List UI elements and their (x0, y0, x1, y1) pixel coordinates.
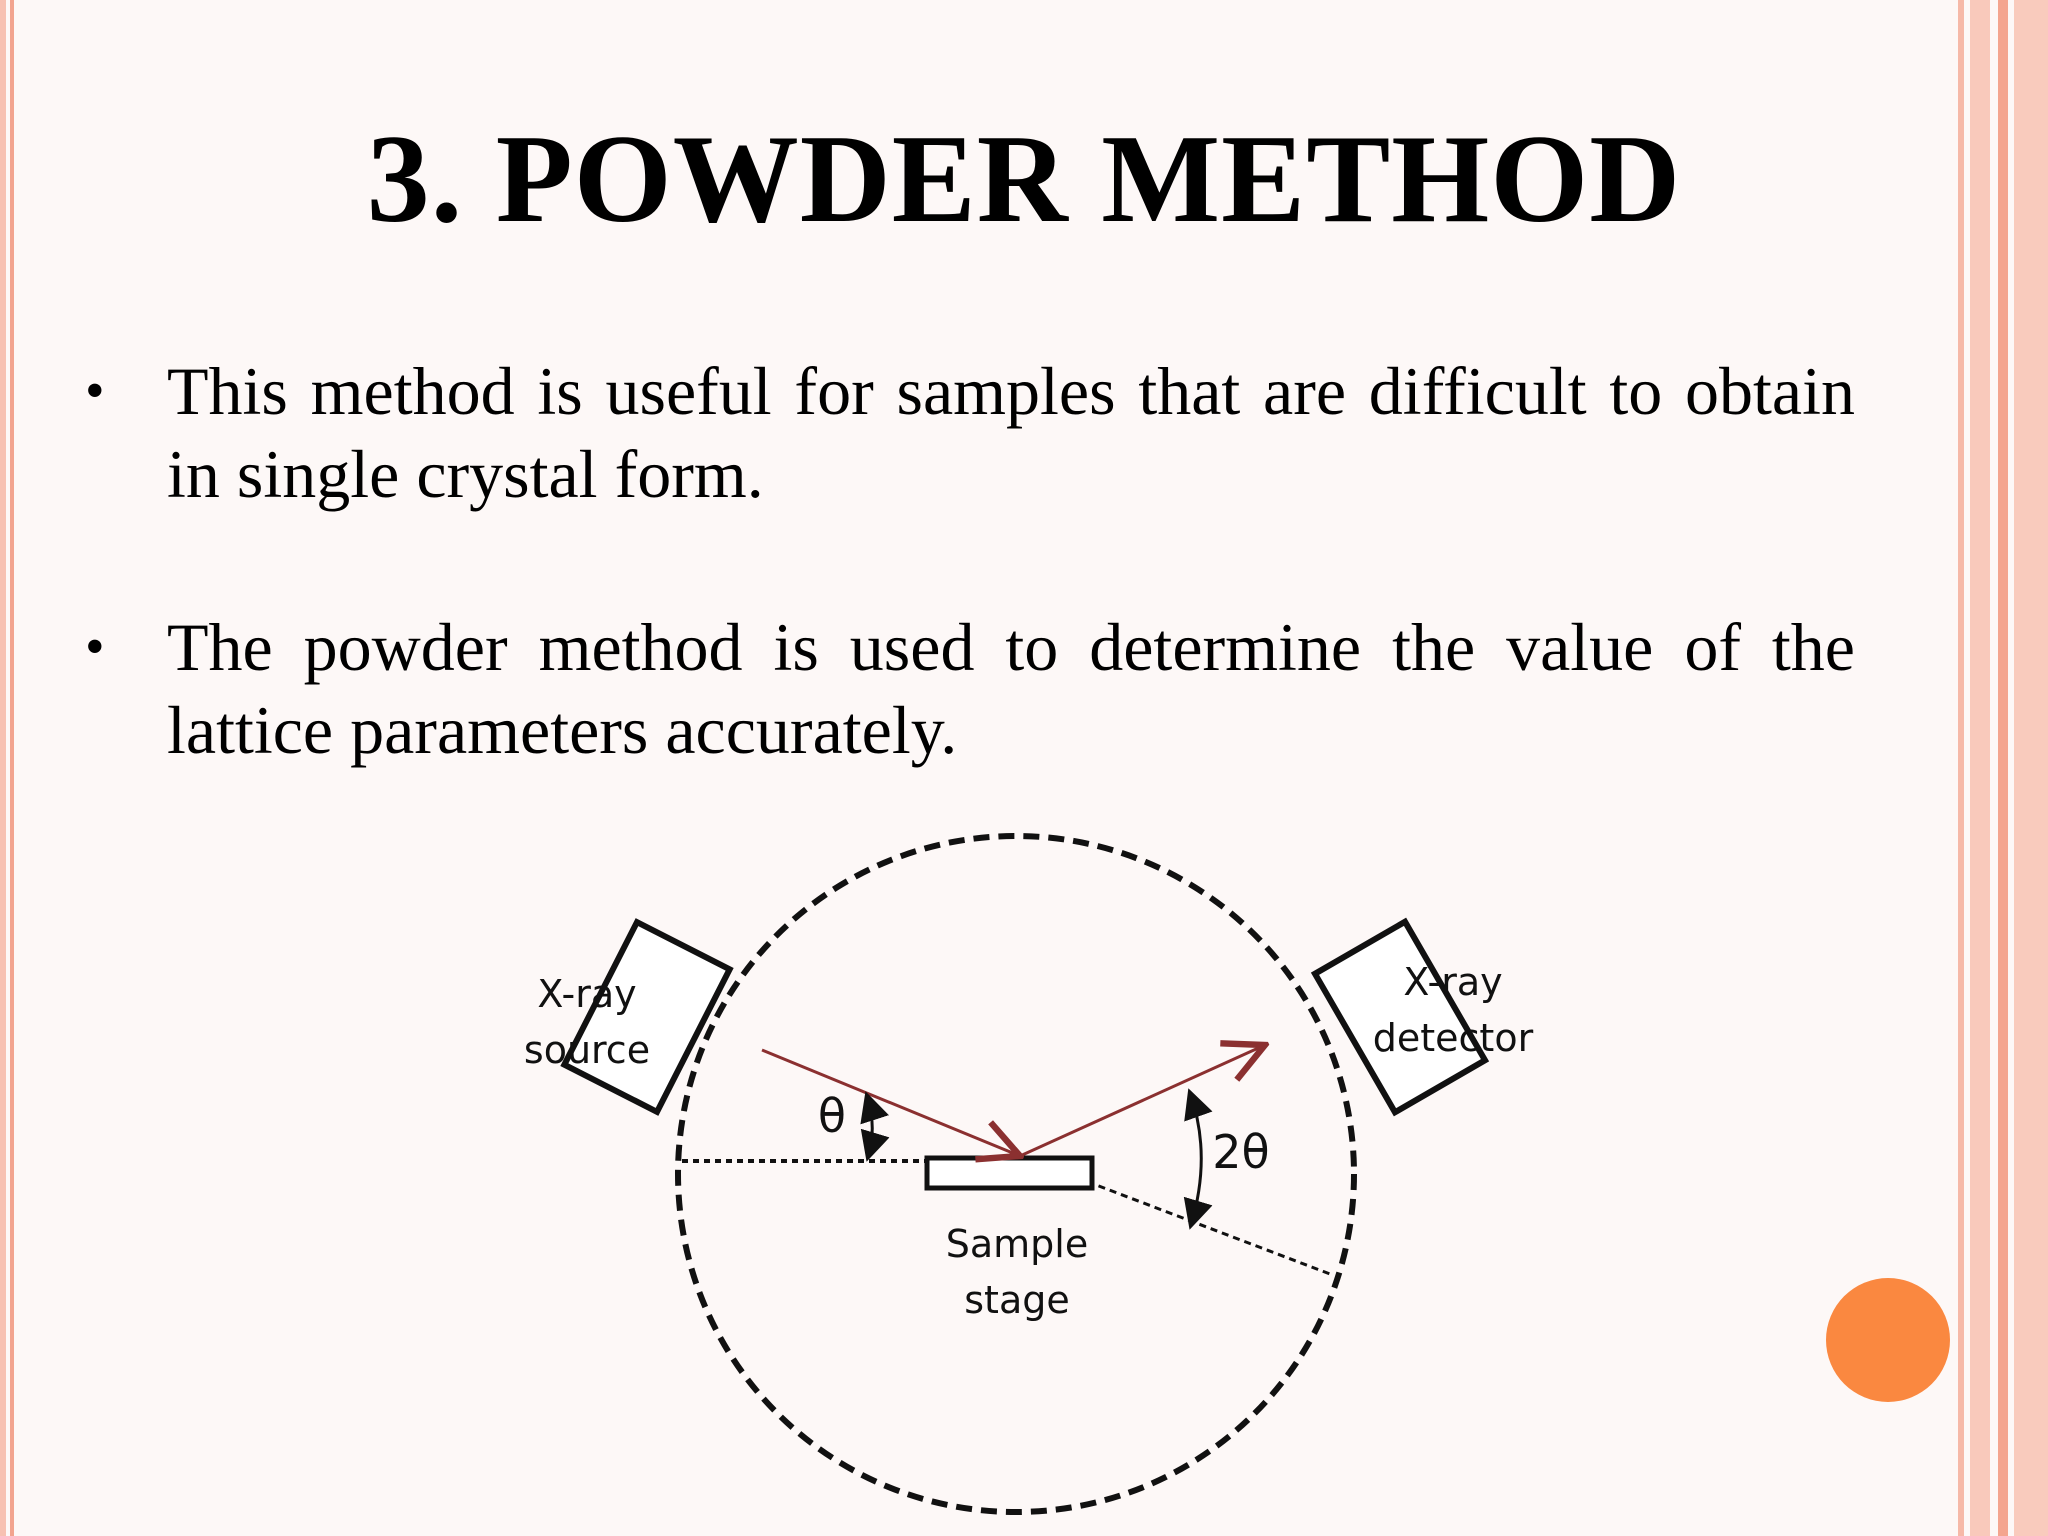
bullet-item (85, 350, 1855, 516)
detector-label-line1: X-ray (1403, 960, 1503, 1004)
detector-label-line2: detector (1372, 1016, 1534, 1060)
bullet-text: This method is useful for samples that are difficult to obtain in single crystal form. (167, 353, 1855, 512)
bullet-list (85, 350, 1855, 772)
two-theta-angle-arrow (1190, 1093, 1201, 1225)
accent-dot (1826, 1278, 1950, 1402)
theta-label: θ (817, 1089, 847, 1143)
bullet-text: The powder method is used to determine the value of the lattice parameters accurately. (167, 609, 1855, 768)
sample-label-line1: Sample (945, 1222, 1089, 1266)
source-label-line1: X-ray (537, 972, 637, 1016)
bullet-item (85, 606, 1855, 772)
theta-angle-arrow (867, 1096, 872, 1157)
incident-beam (762, 1050, 1020, 1156)
source-label-line2: source (523, 1028, 651, 1072)
slide-title: 3. POWDER METHOD (366, 110, 1682, 249)
two-theta-label: 2θ (1212, 1125, 1270, 1179)
powder-diffraction-diagram (520, 785, 1540, 1536)
bullet-dot-icon: • (85, 616, 105, 678)
sample-label-line2: stage (964, 1278, 1070, 1322)
bullet-dot-icon: • (85, 360, 105, 422)
sample-stage (927, 1158, 1092, 1188)
xray-source-icon (564, 922, 729, 1112)
